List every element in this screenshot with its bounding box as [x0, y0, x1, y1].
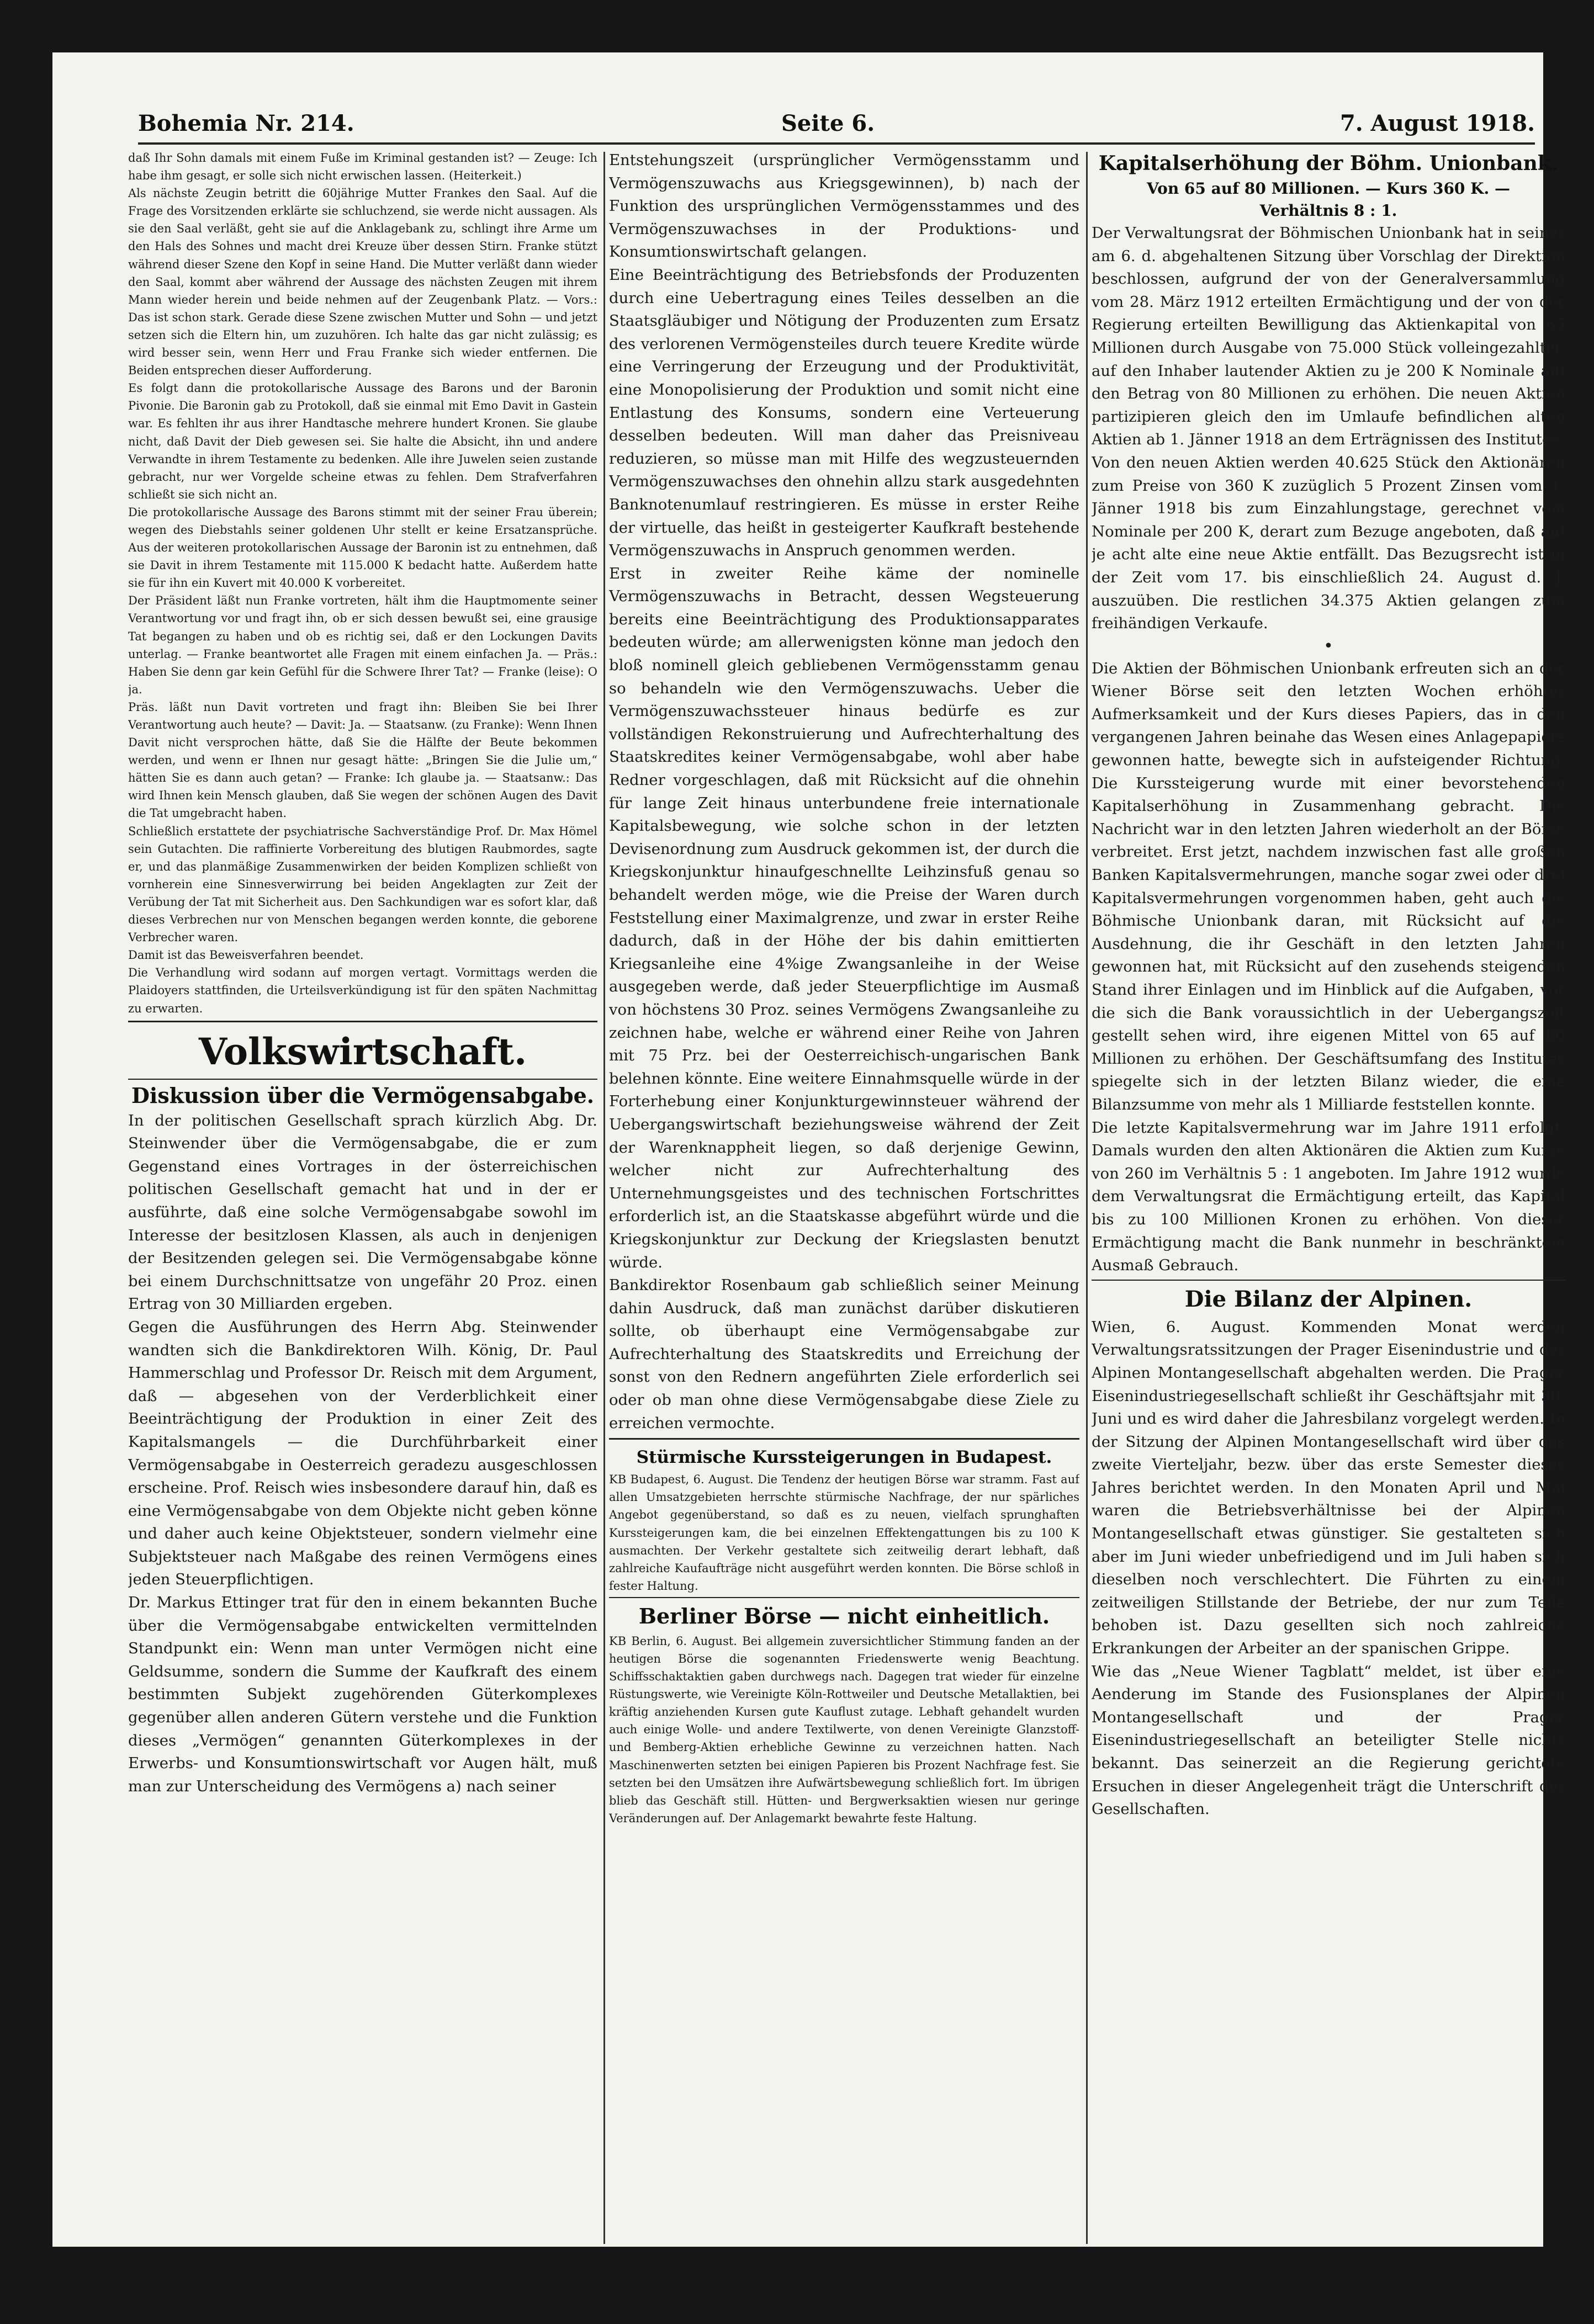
title-rule — [128, 1079, 597, 1080]
header-rule — [138, 142, 1535, 145]
article-text: In der politischen Gesellschaft sprach kürzlich Abg. Dr. Steinwender über die Vermögensabgabe, die er zum Gegenstand eines Vortrages in der österreichischen politischen Gesellschaft gemacht hat und in der er ausführte, daß eine solche Vermögensabgabe sowohl im Interesse der besitzlosen Klassen, als auch in denjenigen der Besitzenden gelegen sei. Die Vermögensabgabe könne bei einem Durchschnittsatze von ungefähr 20 Proz. einen Ertrag von 30 Milliarden ergeben. Gegen die Ausführungen des Herrn Abg. Steinwender wandten sich die Bankdirektoren Wilh. König, Dr. Paul Hammerschlag und Professor Dr. Reisch mit dem Argument, daß — abgesehen von der Verderblichkeit einer Beeinträchtigung der Produktion in einer Zeit des Kapitalsmangels — die Durchführbarkeit einer Vermögensabgabe in Oesterreich geradezu ausgeschlossen erscheine. Prof. Reisch wies insbesondere darauf hin, daß es eine Vermögensabgabe von dem Objekte nicht geben könne und daher auch keine Objektsteuer, sondern vielmehr eine Subjektsteuer nach Maßgabe des reinen Vermögens eines jeden Steuerpflichtigen. Dr. Markus Ettinger trat für den in einem bekannten Buche über die Vermögensabgabe entwickelten vermittelnden Standpunkt ein: Wenn man unter Vermögen nicht eine Geldsumme, sondern die Summe der Kaufkraft des einem bestimmten Subjekt zugehörenden Güterkomplexes gegenüber allen anderen Gütern verstehe und die Funktion dieses „Vermögen“ genannten Güterkomplexes in der Erwerbs- und Konsumtionswirtschaft vor Augen hält, muß man zur Unterscheidung des Vermögens a) nach seiner — [128, 1111, 597, 1795]
section-bullet: • — [1323, 636, 1333, 656]
alpine-text: Wien, 6. August. Kommenden Monat werden Verwaltungsratssitzungen der Prager Eisenindustrie und der Alpinen Montangesellschaft abgehalten werden. Die Prager Eisenindustriegesellschaft schließt ihr Geschäftsjahr mit 30. Juni und es wird daher die Jahresbilanz vorgelegt werden. In der Sitzung der Alpinen Montangesellschaft wird über das zweite Vierteljahr, bezw. über das erste Semester dieses Jahres berichtet werden. In den Monaten April und Mai waren die Betriebsverhältnisse bei der Alpinen Montangesellschaft etwas günstiger. Sie gestalteten sich aber im Juni wieder unbefriedigend und im Juli haben sich dieselben noch verschlechtert. Die Führten zu einem zeitweiligen Stillstande der Betriebe, der nur zum Teile behoben ist. Dazu gesellten sich noch zahlreiche Erkrankungen der Arbeiter an der spanischen Grippe. Wie das „Neue Wiener Tagblatt“ meldet, ist über eine Aenderung im Stande des Fusionsplanes der Alpinen Montangesellschaft und der Prager Eisenindustriegesellschaft an beteiligter Stelle nichts bekannt. Das seinerzeit an die Regierung gerichtete Ersuchen in dieser Angelegenheit trägt die Unterschrift der Gesellschaften. — [1092, 1318, 1565, 1818]
column-2 — [609, 149, 1079, 2258]
scan-border-top — [0, 0, 1594, 52]
unionbank-text: Der Verwaltungsrat der Böhmischen Unionbank hat in seiner am 6. d. abgehaltenen Sitzung über Vorschlag der Direktion beschlossen, aufgrund der von der Generalversammlung vom 28. März 1912 erteilten Ermächtigung und der von der Regierung erteilten Bewilligung das Aktienkapital von 65 Millionen durch Ausgabe von 75.000 Stück volleingezahlter, auf den Inhaber lautender Aktien zu je 200 K Nominale auf den Betrag von 80 Millionen zu erhöhen. Die neuen Aktien partizipieren gleich den im Umlaufe befindlichen alten Aktien ab 1. Jänner 1918 an dem Erträgnissen des Institutes. Von den neuen Aktien werden 40.625 Stück den Aktionären zum Preise von 360 K zuzüglich 5 Prozent Zinsen vom 1. Jänner 1918 bis zum Einzahlungstage, gerechnet vom Nominale per 200 K, derart zum Bezuge angeboten, daß auf je acht alte eine neue Aktie entfällt. Das Bezugsrecht ist in der Zeit vom 17. bis einschließlich 24. August d. J. auszuüben. Die restlichen 34.375 Aktien gelangen zum freihändigen Verkaufe. — [1092, 224, 1565, 633]
header-issue: Bohemia Nr. 214. — [138, 110, 354, 136]
article-divider-3 — [1092, 1280, 1565, 1281]
berlin-report: KB Berlin, 6. August. Bei allgemein zuversichtlicher Stimmung fanden an der heutigen Börse die sogenannten Friedenswerte wenig Beachtung. Schiffsschaktaktien gaben durchwegs nach. Dagegen trat wieder für einzelne Rüstungswerte, wie Vereinigte Köln-Rottweiler und Deutsche Metallaktien, bei kräftig anziehenden Kursen gute Kauflust zutage. Lebhaft gehandelt wurden auch einige Wolle- und andere Textilwerte, von denen Vereinigte Glanzstoff- und Bemberg-Aktien erhebliche Gewinne zu verzeichnen hatten. Nach Maschinenwerten setzten bei einigen Papieren bis Prozent Nachfrage fest. Sie setzten bei den Umsätzen ihre Aufwärtsbewegung schließlich fort. Im übrigen blieb das Geschäft still. Hütten- und Bergwerksaktien wiesen nur geringe Veränderungen auf. Der Anlagemarkt bewahrte feste Haltung. — [609, 1634, 1079, 1825]
article-continuation: Entstehungszeit (ursprünglicher Vermögensstamm und Vermögenszuwachs aus Kriegsgewinnen), b) nach der Funktion des ursprünglichen Vermögensstammes und des Vermögenszuwachses in der Produktions- und Konsumtionswirtschaft gelangen. Eine Beeinträchtigung des Betriebsfonds der Produzenten durch eine Uebertragung eines Teiles desselben an die Staatsgläubiger und Nötigung der Produzenten zum Ersatz des verlorenen Vermögensteiles durch teuere Kredite würde eine Verringerung der Erzeugung und der Produktivität, eine Monopolisierung der Produktion und somit nicht eine Entlastung des Konsums, sondern eine Verteuerung desselben bedeuten. Will man daher das Preisniveau reduzieren, so müsse man mit Hilfe des wegzusteuernden Vermögenszuwachses den ohnehin allzu stark ausgedehnten Banknotenumlauf restringieren. Es müsse in erster Reihe der virtuelle, das heißt in gesteigerter Kaufkraft bestehende Vermögenszuwachs in Anspruch genommen werden. Erst in zweiter Reihe käme der nominelle Vermögenszuwachs in Betracht, dessen Wegsteuerung bereits eine Beeinträchtigung des Produktionsapparates bedeuten würde; am allerwenigsten könne man jedoch den bloß nominell gleich gebliebenen Vermögensstamm genau so behandeln wie den Vermögenszuwachs. Ueber die Vermögenszuwachssteuer hinaus bedürfe es zur vollständigen Rekonstruierung und Aufrechterhaltung des Staatskredites keiner Vermögensabgabe, wohl aber habe Redner vorgeschlagen, daß mit Rücksicht auf die ohnehin für lange Zeit hinaus unterbundene freie internationale Kapitalsbewegung, wie solche schon in der letzten Devisenordnung zum Ausdruck gekommen ist, der durch die Kriegskonjunktur hinaufgeschnellte Leihzinsfuß genau so behandelt werden möge, wie die Preise der Waren durch Feststellung einer Maximalgrenze, und zwar in erster Reihe dadurch, daß in der Höhe der bis dahin emittierten Kriegsanleihe eine 4%ige Zwangsanleihe in der Weise ausgegeben werde, daß jeder Steuerpflichtige im Ausmaß von höchstens 30 Proz. seines Vermögens Zwangsanleihe zu zeichnen habe, welche er während einer Reihe von Jahren mit 75 Prz. bei der Oesterreichisch-ungarischen Bank belehnen könnte. Eine weitere Einnahmsquelle würde in der Forterhebung einer Konjunkturgewinnsteuer während der Uebergangswirtschaft beziehungsweise während der Zeit der Warenknappheit liegen, so daß derjenige Gewinn, welcher nicht zur Aufrechterhaltung des Unternehmungsgeistes und des technischen Fortschrittes erforderlich ist, an die Staatskasse abgeführt würde und die Kriegskonjunktur zur Deckung der Kriegslasten benutzt würde. Bankdirektor Rosenbaum gab schließlich seiner Meinung dahin Ausdruck, daß man zunächst darüber diskutieren sollte, ob überhaupt eine Vermögensabgabe zur Aufrechterhaltung des Staatskredits und Erreichung der sonst von den Rednern angeführten Ziele erforderlich sei oder ob man ohne diese Vermögensabgabe diese Ziele zu erreichen vermochte. — [609, 151, 1079, 1432]
alpine-headline: Die Bilanz der Alpinen. — [1184, 1286, 1473, 1312]
scan-border-left — [0, 0, 52, 2324]
header-page-number: Seite 6. — [781, 110, 875, 136]
unionbank-text-2: Die Aktien der Böhmischen Unionbank erfreuten sich an der Wiener Börse seit den letzten Wochen erhöhter Aufmerksamkeit und der Kurs dieses Papiers, das in den vergangenen Jahren beinahe das Wesen eines Anlagepapiers gewonnen hatte, bewegte sich in aufsteigender Richtung. Die Kurssteigerung wurde mit einer bevorstehenden Kapitalserhöhung in Zusammenhang gebracht. Die Nachricht war in den letzten Jahren wiederholt an der Börse verbreitet. Erst jetzt, nachdem inzwischen fast alle großen Banken Kapitalsvermehrungen, manche sogar zwei oder drei Kapitalsvermehrungen vorgenommen haben, geht auch die Böhmische Unionbank daran, mit Rücksicht auf die Ausdehnung, die ihr Geschäft in den letzten Jahren gewonnen hat, mit Rücksicht auf den zusehends steigenden Stand ihrer Einlagen und im Hinblick auf die Aufgaben, vor die sich die Bank voraussichtlich in der Uebergangszeit gestellt sehen wird, ihre eigenen Mittel von 65 auf 80 Millionen zu erhöhen. Der Geschäftsumfang des Institutes spiegelte sich in der letzten Bilanz wieder, die eine Bilanzsumme von mehr als 1 Milliarde feststellen konnte. Die letzte Kapitalsvermehrung war im Jahre 1911 erfolgt. Damals wurden den alten Aktionären die Aktien zum Kurse von 260 im Verhältnis 5 : 1 angeboten. Im Jahre 1912 wurde dem Verwaltungsrat die Ermächtigung erteilt, das Kapital bis zu 100 Millionen Kronen zu erhöhen. Von dieser Ermächtigung macht die Bank nunmehr in beschränktem Ausmaß Gebrauch. — [1092, 659, 1565, 1275]
article-divider — [609, 1438, 1079, 1440]
section-divider — [128, 1021, 597, 1022]
section-title: Volkswirtschaft. — [198, 1030, 527, 1073]
budapest-report: KB Budapest, 6. August. Die Tendenz der heutigen Börse war stramm. Fast auf allen Umsatzgebieten herrschte stürmische Nachfrage, der nur spärliches Angebot gegenüberstand, so daß es zu neuen, vielfach sprunghaften Kurssteigerungen kam, die bei einzelnen Effektengattungen bis zu 100 K ausmachten. Der Verkehr gestaltete sich zeitweilig derart lebhaft, daß zahlreiche Kaufaufträge nicht ausgeführt werden konnten. Die Börse schloß in fester Haltung. — [609, 1473, 1079, 1593]
article-headline: Diskussion über die Vermögensabgabe. — [131, 1083, 595, 1108]
page-header — [138, 110, 1535, 138]
budapest-headline: Stürmische Kurssteigerungen in Budapest. — [636, 1447, 1052, 1468]
column-separator-1 — [603, 152, 605, 2244]
header-date: 7. August 1918. — [1339, 110, 1535, 136]
scan-border-bottom — [0, 2247, 1594, 2324]
court-report-text: daß Ihr Sohn damals mit einem Fuße im Kriminal gestanden ist? — Zeuge: Ich habe ihm gesagt, er solle sich nicht erwischen lassen. (Heiterkeit.) Als nächste Zeugin betritt die 60jährige Mutter Frankes den Saal. Auf die Frage des Vorsitzenden erklärte sie schluchzend, sie werde nicht aussagen. Als sie den Saal verläßt, geht sie auf die Anklagebank zu, schlingt ihre Arme um den Hals des Sohnes und macht drei Kreuze über dessen Stirn. Franke stützt während dieser Szene den Kopf in seine Hand. Die Mutter verläßt dann wieder den Saal, kommt aber während der Aussage des nächsten Zeugen mit ihrem Mann wieder herein und beide nehmen auf der Zeugenbank Platz. — Vors.: Das ist schon stark. Gerade diese Szene zwischen Mutter und Sohn — und jetzt setzen sich die Eltern hin, um zuzuhören. Ich halte das gar nicht zulässig; es wird besser sein, wenn Herr und Frau Franke sich wieder entfernen. Die Beiden entsprechen dieser Aufforderung. Es folgt dann die protokollarische Aussage des Barons und der Baronin Pivonie. Die Baronin gab zu Protokoll, daß sie einmal mit Emo Davit in Gastein war. Es fehlten ihr aus ihrer Handtasche mehrere hundert Kronen. Sie glaube nicht, daß Davit der Dieb gewesen sei. Sie halte die Absicht, ihn und andere Verwandte in ihrem Testamente zu bedenken. Alle ihre Juwelen seien zustande gebracht, nur wer Vorgelde scheine etwas zu fehlen. Dem Strafverfahren schließt sie sich nicht an. Die protokollarische Aussage des Barons stimmt mit der seiner Frau überein; wegen des Diebstahls seiner goldenen Uhr stellt er keine Ersatzansprüche. Aus der weiteren protokollarischen Aussage der Baronin ist zu entnehmen, daß sie Davit in ihrem Testamente mit 115.000 K bedacht hatte. Außerdem hatte sie für ihn ein Kuvert mit 40.000 K vorbereitet. Der Präsident läßt nun Franke vortreten, hält ihm die Hauptmomente seiner Verantwortung vor und fragt ihn, ob er sich dessen bewußt sei, eine grausige Tat begangen zu haben und ob es richtig sei, daß er den Lockungen Davits unterlag. — Franke beantwortet alle Fragen mit einem einfachen Ja. — Präs.: Haben Sie denn gar kein Gefühl für die Schwere Ihrer Tat? — Franke (leise): O ja. Präs. läßt nun Davit vortreten und fragt ihn: Bleiben Sie bei Ihrer Verantwortung auch heute? — Davit: Ja. — Staatsanw. (zu Franke): Wenn Ihnen Davit nicht versprochen hätte, daß Sie die Hälfte der Beute bekommen werden, und wenn er Ihnen nur gesagt hätte: „Bringen Sie die Julie um,“ hätten Sie es dann auch getan? — Franke: Ich glaube ja. — Staatsanw.: Das wird Ihnen kein Mensch glauben, daß Sie wegen der schönen Augen des Davit die Tat umgebracht haben. Schließlich erstattete der psychiatrische Sachverständige Prof. Dr. Max Hömel sein Gutachten. Die raffinierte Vorbereitung des blutigen Raubmordes, sagte er, und das planmäßige Zusammenwirken der beiden Komplizen schließt von vornherein eine Sinnesverwirrung bei beiden Angeklagten zur Zeit der Verübung der Tat mit Sicherheit aus. Den Sachkundigen war es sofort klar, daß dieses Verbrechen nur von Menschen begangen werden konnte, die geborene Verbrecher waren. Damit ist das Beweisverfahren beendet. Die Verhandlung wird sodann auf morgen vertagt. Vormittags werden die Plaidoyers stattfinden, die Urteilsverkündigung ist für den späten Nachmittag zu erwarten. — [128, 151, 597, 1015]
column-3 — [1092, 149, 1565, 2258]
column-separator-2 — [1086, 152, 1088, 2244]
berlin-headline: Berliner Börse — nicht einheitlich. — [638, 1603, 1050, 1628]
article-divider-2 — [609, 1597, 1079, 1598]
column-1 — [128, 149, 597, 2258]
unionbank-headline: Kapitalserhöhung der Böhm. Unionbank. — [1098, 152, 1559, 175]
unionbank-subhead: Von 65 auf 80 Millionen. — Kurs 360 K. — Verhältnis 8 : 1. — [1146, 179, 1510, 220]
